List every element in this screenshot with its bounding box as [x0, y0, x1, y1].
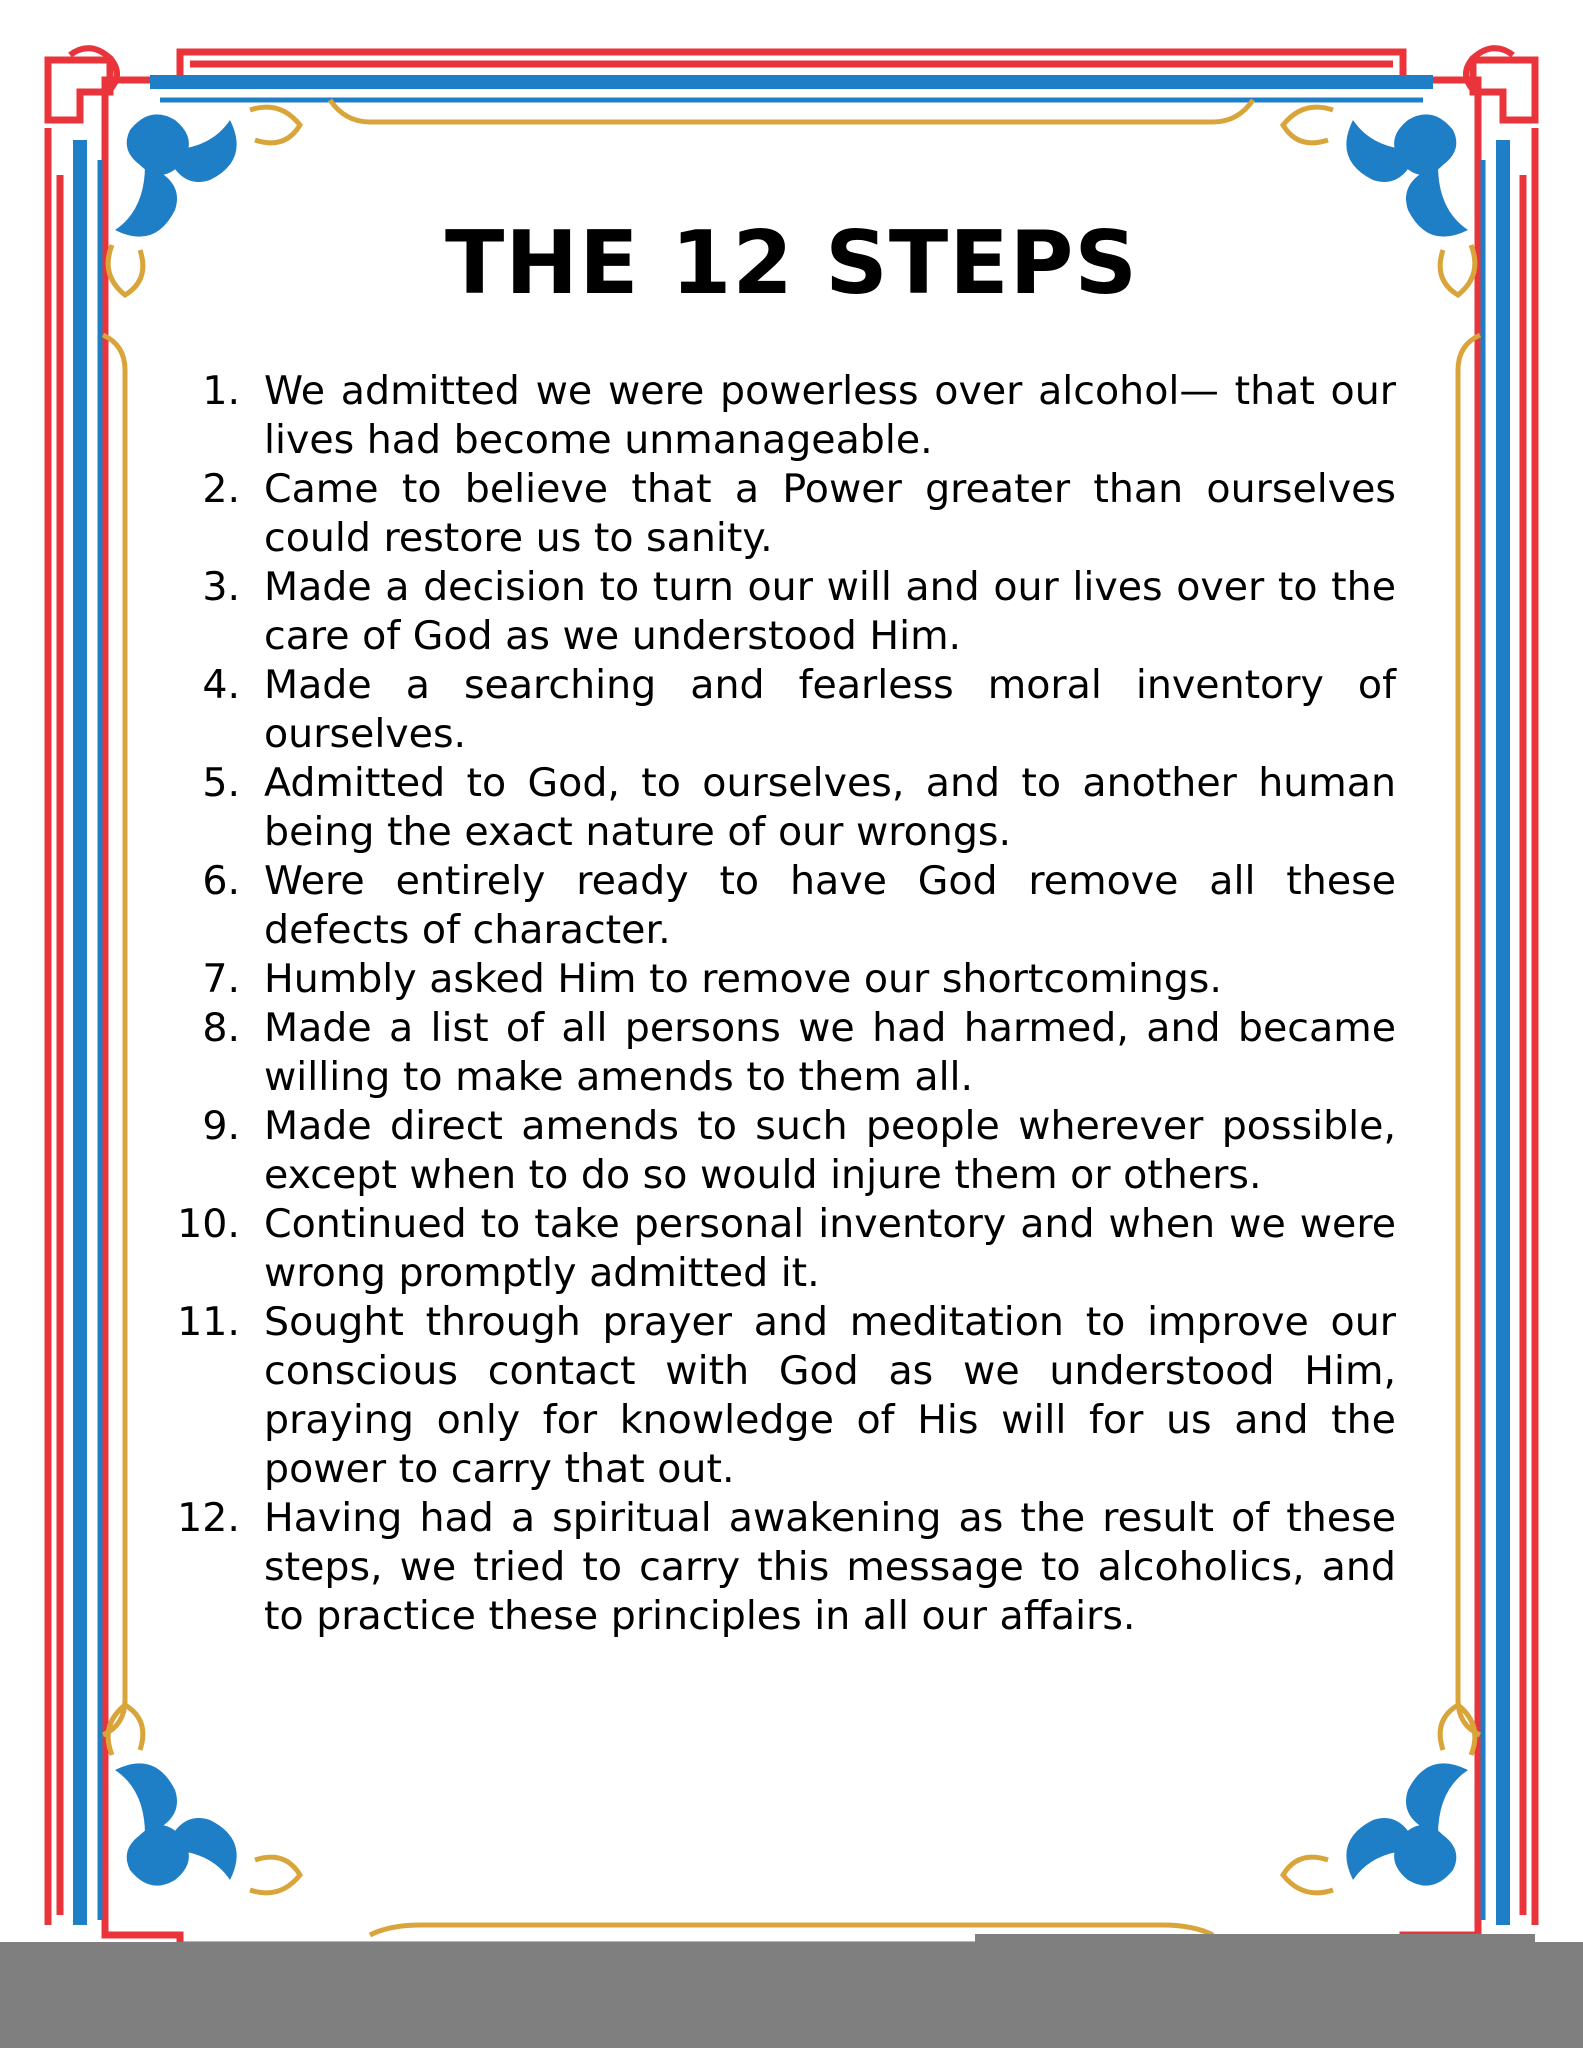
step-item	[176, 1102, 1396, 1200]
step-item	[176, 1004, 1396, 1102]
step-number: 7.	[202, 956, 240, 1002]
step-text: We admitted we were powerless over alcohol— that our lives had become unmanageable.	[264, 368, 1396, 463]
step-number: 8.	[202, 1005, 240, 1051]
step-item	[176, 465, 1396, 563]
step-number: 10.	[177, 1201, 240, 1247]
step-number: 9.	[202, 1103, 240, 1149]
step-item	[176, 955, 1396, 1004]
step-item	[176, 661, 1396, 759]
step-text: Admitted to God, to ourselves, and to another human being the exact nature of our wrongs.	[264, 760, 1396, 855]
corner-ornament-bottom-left	[108, 1705, 300, 1893]
step-text: Made a searching and fearless moral inventory of ourselves.	[264, 662, 1396, 757]
step-number: 12.	[177, 1495, 240, 1541]
step-number: 11.	[177, 1299, 240, 1345]
step-number: 1.	[202, 368, 240, 414]
step-item	[176, 563, 1396, 661]
step-item	[176, 857, 1396, 955]
step-number: 3.	[202, 564, 240, 610]
step-text: Continued to take personal inventory and when we were wrong promptly admitted it.	[264, 1201, 1396, 1296]
step-text: Made a decision to turn our will and our lives over to the care of God as we understood Him.	[264, 564, 1396, 659]
step-item	[176, 1494, 1396, 1641]
bottom-gray-bar	[0, 1942, 1583, 2048]
step-text: Humbly asked Him to remove our shortcomings.	[264, 956, 1222, 1002]
step-number: 4.	[202, 662, 240, 708]
step-text: Having had a spiritual awakening as the result of these steps, we tried to carry this message to alcoholics, and to practice these principles in all our affairs.	[264, 1495, 1396, 1639]
step-item	[176, 1298, 1396, 1494]
step-item	[176, 759, 1396, 857]
step-number: 6.	[202, 858, 240, 904]
step-text: Sought through prayer and meditation to improve our conscious contact with God as we understood Him, praying only for knowledge of His will for us and the power to carry that out.	[264, 1299, 1396, 1492]
step-number: 2.	[202, 466, 240, 512]
step-text: Made a list of all persons we had harmed, and became willing to make amends to them all.	[264, 1005, 1396, 1100]
step-text: Came to believe that a Power greater than ourselves could restore us to sanity.	[264, 466, 1396, 561]
steps-list	[176, 367, 1396, 1641]
step-item	[176, 367, 1396, 465]
corner-ornament-bottom-right	[1283, 1705, 1475, 1893]
page-title: THE 12 STEPS	[444, 212, 1139, 314]
step-text: Were entirely ready to have God remove all these defects of character.	[264, 858, 1396, 953]
step-text: Made direct amends to such people wherever possible, except when to do so would injure them or others.	[264, 1103, 1396, 1198]
step-number: 5.	[202, 760, 240, 806]
step-item	[176, 1200, 1396, 1298]
